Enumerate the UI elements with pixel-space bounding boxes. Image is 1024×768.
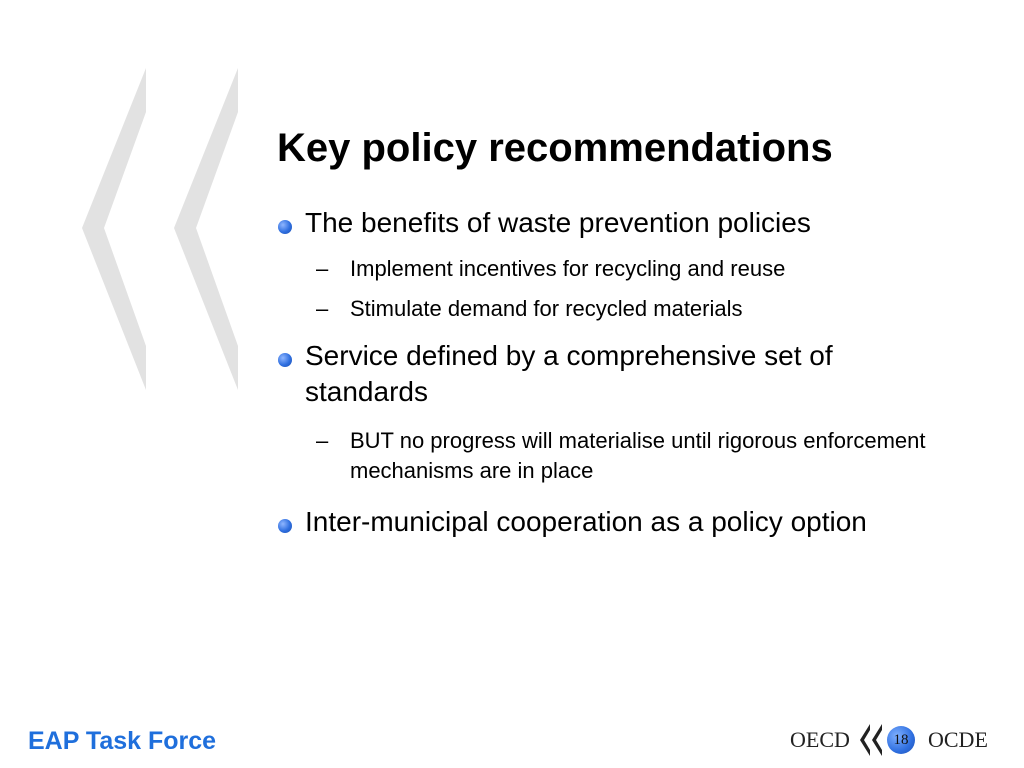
dash-bullet: – [316, 428, 329, 453]
page-number: 18 [887, 726, 915, 754]
bullet-text: The benefits of waste prevention policies [305, 207, 811, 238]
sub-item [316, 426, 950, 486]
blue-dot-bullet-icon [278, 220, 292, 234]
logo-left-text: OECD [790, 727, 850, 752]
sub-item [316, 254, 950, 284]
blue-dot-bullet-icon [278, 519, 292, 533]
sub-item-text: BUT no progress will materialise until rigorous enforcement mechanisms are in place [350, 428, 926, 483]
blue-dot-bullet-icon [278, 353, 292, 367]
logo-right-text: OCDE [928, 727, 988, 752]
slide-title: Key policy recommendations [277, 126, 833, 170]
bullet-text: Service defined by a comprehensive set of standards [305, 340, 833, 407]
bullet-item [305, 504, 945, 540]
double-chevron-left-icon [0, 0, 260, 420]
bullet-item [305, 338, 945, 410]
sub-item [316, 294, 950, 324]
sub-item-text: Stimulate demand for recycled materials [350, 296, 743, 321]
oecd-logo [790, 720, 1000, 760]
footer-label: EAP Task Force [28, 727, 217, 755]
dash-bullet: – [316, 296, 329, 321]
sub-item-text: Implement incentives for recycling and reuse [350, 256, 786, 281]
dash-bullet: – [316, 256, 329, 281]
bullet-item [305, 205, 945, 241]
bullet-text: Inter-municipal cooperation as a policy option [305, 506, 867, 537]
